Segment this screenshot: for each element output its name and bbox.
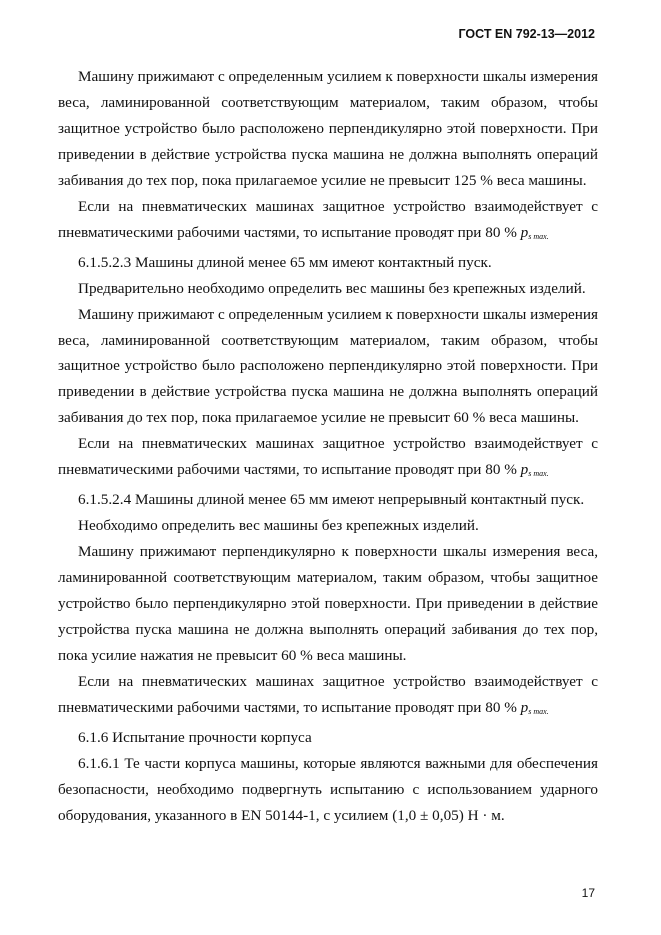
- paragraph: Машину прижимают с определенным усилием к поверхности шкалы измерения веса, ламинированной соответствующим материалом, таким образом, чтобы защитное устройство было расположено перпендикулярно этой поверхности. При приведении в действие устройства пуска машина не должна выполнять операций забивания до тех пор, пока прилагаемое усилие не превысит 125 % веса машины.: [58, 68, 598, 189]
- body-text: [58, 64, 598, 829]
- paragraph: 6.1.5.2.4 Машины длиной менее 65 мм имеют непрерывный контактный пуск.: [78, 491, 585, 509]
- pressure-symbol: ps max.: [520, 223, 549, 241]
- pressure-symbol: ps max.: [520, 698, 549, 716]
- paragraph: 6.1.6.1 Те части корпуса машины, которые являются важными для обеспечения безопасности, необходимо подвергнуть испытанию с использованием ударного оборудования, указанного в EN 50144-1, с усилием (1,0 ± 0,05) Н · м.: [58, 754, 598, 824]
- paragraph: Если на пневматических машинах защитное устройство взаимодействует с пневматическими рабочими частями, то испытание проводят при 80 % ps max.: [58, 435, 598, 479]
- paragraph: 6.1.5.2.3 Машины длиной менее 65 мм имеют контактный пуск.: [78, 253, 492, 271]
- paragraph: Машину прижимают с определенным усилием к поверхности шкалы измерения веса, ламинированной соответствующим материалом, таким образом, чтобы защитное устройство было расположено перпендикулярно этой поверхности. При приведении в действие устройства пуска машина не должна выполнять операций забивания до тех пор, пока прилагаемое усилие не превысит 60 % веса машины.: [58, 305, 598, 427]
- section-heading: 6.1.6 Испытание прочности корпуса: [78, 728, 312, 746]
- paragraph: Необходимо определить вес машины без крепежных изделий.: [78, 517, 479, 535]
- paragraph: Если на пневматических машинах защитное устройство взаимодействует с пневматическими рабочими частями, то испытание проводят при 80 % ps max.: [58, 672, 598, 716]
- pressure-symbol: ps max.: [520, 461, 549, 479]
- standard-header: ГОСТ EN 792-13—2012: [458, 27, 595, 41]
- paragraph: Предварительно необходимо определить вес машины без крепежных изделий.: [78, 279, 586, 297]
- paragraph: Машину прижимают перпендикулярно к поверхности шкалы измерения веса, ламинированной соответствующим материалом, таким образом, чтобы защитное устройство было перпендикулярно этой поверхности. При приведении в действие устройства пуска машина не должна выполнять операций забивания до тех пор, пока усилие нажатия не превысит 60 % веса машины.: [58, 543, 598, 664]
- page-number: 17: [581, 886, 595, 900]
- paragraph: Если на пневматических машинах защитное устройство взаимодействует с пневматическими рабочими частями, то испытание проводят при 80 % ps max.: [58, 197, 598, 241]
